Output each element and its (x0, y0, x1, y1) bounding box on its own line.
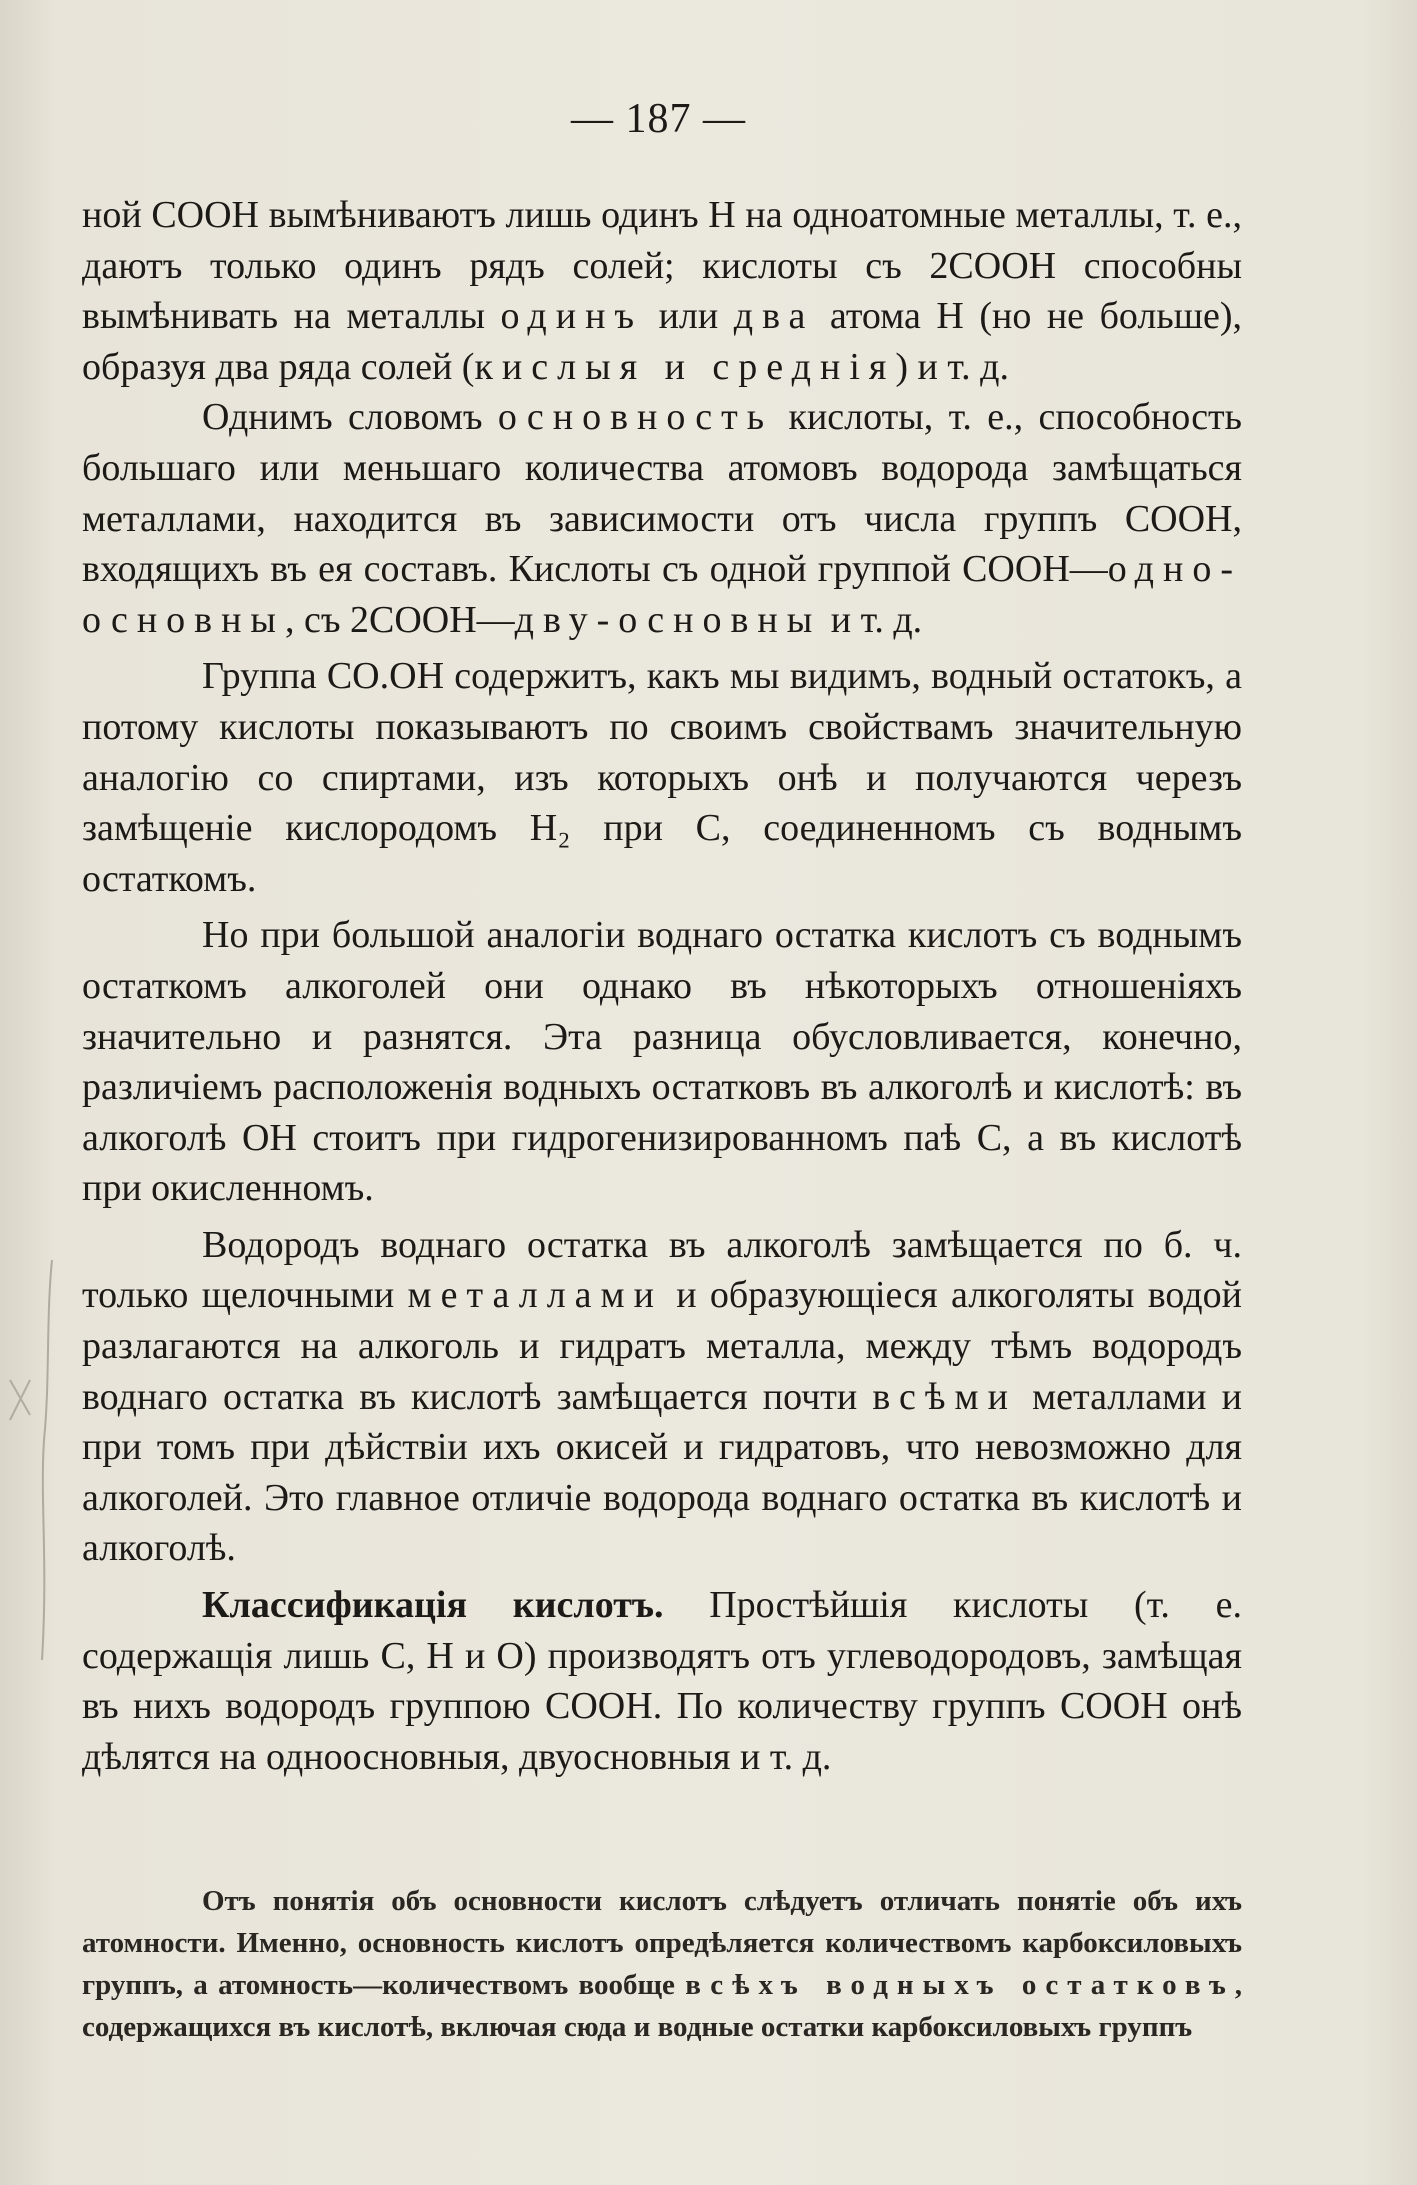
text-segment: , съ 2СООН— (284, 598, 515, 641)
margin-pencil-marks (0, 1240, 80, 1680)
page-number: — 187 — (571, 96, 746, 142)
text-segment: одно-основны (82, 548, 1242, 641)
footnote-segment: Отъ понятія объ основности кислотъ слѣдуетъ отличать понятіе объ ихъ атомности. Именно, основность кислотъ опредѣляется количествомъ карбоксиловыхъ группъ, а атомность—количествомъ вообще (82, 1885, 1242, 2001)
text-segment: всѣми (872, 1375, 1017, 1418)
footnote-segment: всѣхъ водныхъ остатковъ (685, 1969, 1235, 2001)
text-segment: металлами и при томъ при дѣйствіи ихъ окисей и гидратовъ, что невозможно для алкоголей. Это главное отличіе водорода воднаго остатка въ кислотѣ и алкоголѣ. (82, 1375, 1242, 1570)
paragraph-5 (82, 1220, 1242, 1574)
text-segment: основность (497, 396, 774, 439)
text-segment: и т. д. (821, 598, 923, 641)
paragraph-6 (82, 1580, 1242, 1782)
text-segment: Группа СО.ОН содержитъ, какъ мы видимъ, водный остатокъ, а потому кислоты показываютъ по своимъ свойствамъ значительную аналогію со спиртами, изъ которыхъ онѣ и получаются черезъ замѣщеніе кислородомъ Н₂ при С, соединенномъ съ воднымъ остаткомъ. (82, 655, 1242, 900)
text-segment: или (643, 295, 734, 338)
text-segment: и образующіеся алкоголяты водой разлагаются на алкоголь и гидратъ металла, между тѣмъ водородъ воднаго остатка въ кислотѣ замѣщается почти (82, 1274, 1242, 1418)
footnote (82, 1880, 1242, 2048)
text-segment: два (733, 295, 815, 338)
text-segment: дву-основны (514, 598, 822, 641)
text-segment: одинъ (500, 295, 644, 338)
text-segment: кислоты, т. е., способность большаго или меньшаго количества атомовъ водорода замѣщаться металлами, находится въ зависимости отъ числа группъ СООН, входящихъ въ ея составъ. Кислоты съ одной группой СООН— (82, 396, 1242, 591)
paragraph-3 (82, 651, 1242, 904)
footnote-segment: , содержащихся въ кислотѣ, включая сюда и водные остатки карбоксиловыхъ группъ (82, 1969, 1242, 2043)
text-segment: Простѣйшія кислоты (т. е. содержащія лишь С, Н и О) производятъ отъ углеводородовъ, замѣщая въ нихъ водородъ группою СООН. По количеству группъ СООН онѣ дѣлятся на одноосновныя, двуосновныя и т. д. (82, 1584, 1242, 1778)
text-segment: ной СООН вымѣниваютъ лишь одинъ Н на одноатомные металлы, т. е., даютъ только одинъ рядъ солей; кислоты съ 2СООН способны вымѣнивать на металлы (82, 194, 1242, 338)
paragraph-4 (82, 910, 1242, 1214)
paragraph-2 (82, 392, 1242, 645)
text-segment: атома Н (но не больше), образуя два ряда солей ( (82, 295, 1242, 388)
text-segment: кислыя и среднія (474, 345, 896, 388)
text-segment: Но при большой аналогіи воднаго остатка кислотъ съ воднымъ остаткомъ алкоголей они однако въ нѣкоторыхъ отношеніяхъ значительно и разнятся. Эта разница обусловливается, конечно, различіемъ расположенія водныхъ остатковъ въ алкоголѣ и кислотѣ: въ алкоголѣ ОН стоитъ при гидрогенизированномъ паѣ С, а въ кислотѣ при окисленномъ. (82, 914, 1242, 1210)
section-heading: Классификація кислотъ. (202, 1584, 664, 1627)
footnote-text (82, 1880, 1242, 2048)
text-segment: Водородъ воднаго остатка въ алкоголѣ замѣщается по б. ч. только щелочными (82, 1223, 1242, 1317)
paragraph-1 (82, 190, 1242, 392)
text-segment: ) и т. д. (895, 345, 1009, 388)
main-text (82, 190, 1242, 1782)
text-segment: Однимъ словомъ (202, 396, 498, 439)
text-segment: металлами (407, 1274, 663, 1317)
